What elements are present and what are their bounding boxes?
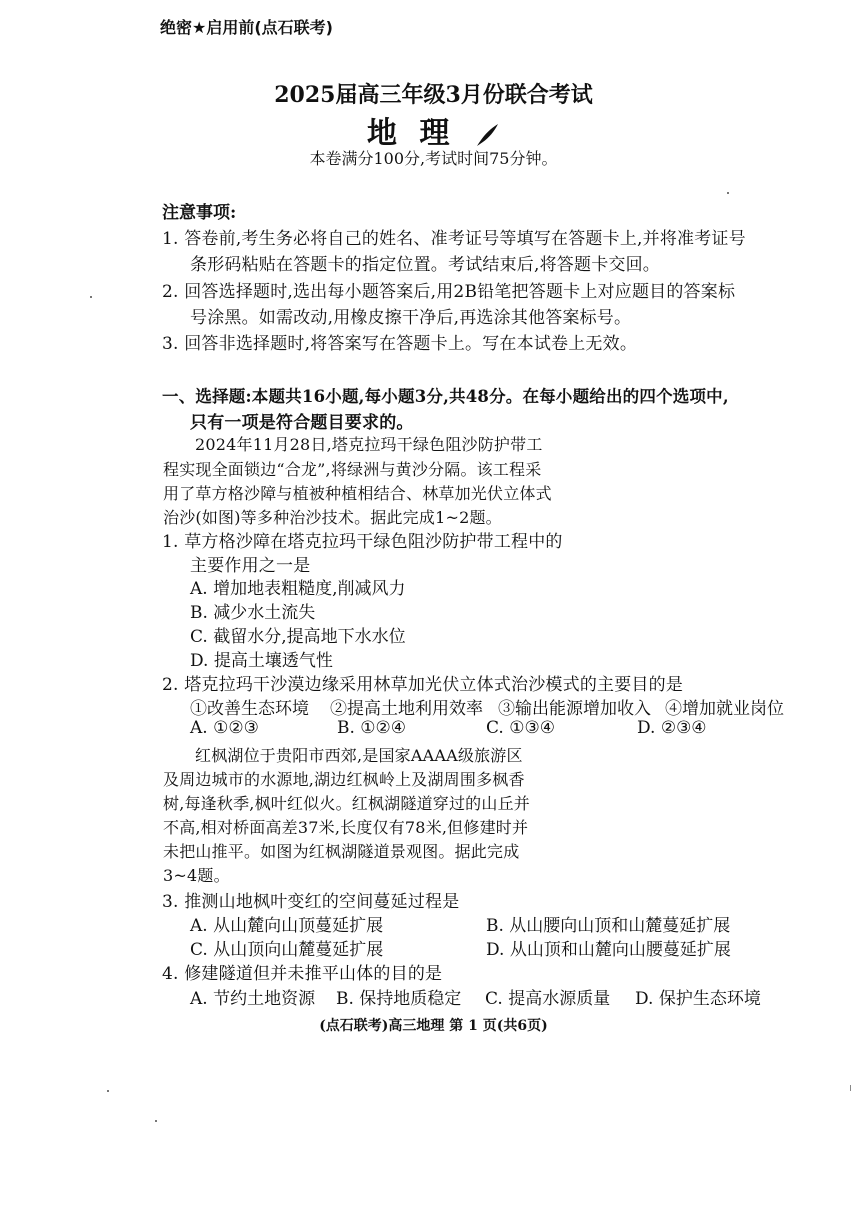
passage-line: 用了草方格沙障与植被种植相结合、林草加光伏立体式 (163, 484, 552, 503)
section-heading-cont: 只有一项是符合题目要求的。 (190, 413, 414, 433)
note-line: 条形码粘贴在答题卡的指定位置。考试结束后,将答题卡交回。 (190, 255, 661, 275)
question-3-option-d: D. 从山顶和山麓向山腰蔓延扩展 (486, 940, 731, 960)
quill-logo-icon (474, 122, 500, 148)
note-line: 2. 回答选择题时,选出每小题答案后,用2B铅笔把答题卡上对应题目的答案标 (162, 282, 736, 302)
question-2-item: ③输出能源增加收入 (498, 699, 651, 719)
question-2-option-a: A. ①②③ (190, 718, 259, 738)
question-3-option-c: C. 从山顶向山麓蔓延扩展 (190, 940, 384, 960)
question-4-option-b: B. 保持地质稳定 (336, 989, 462, 1009)
question-4-option-c: C. 提高水源质量 (485, 989, 611, 1009)
note-line: 1. 答卷前,考生务必将自己的姓名、准考证号等填写在答题卡上,并将准考证号 (162, 229, 746, 249)
notes-heading: 注意事项: (162, 203, 237, 223)
question-2-stem: 2. 塔克拉玛干沙漠边缘采用林草加光伏立体式治沙模式的主要目的是 (162, 675, 684, 695)
question-3-option-a: A. 从山麓向山顶蔓延扩展 (190, 916, 384, 936)
question-1-stem: 1. 草方格沙障在塔克拉玛干绿色阻沙防护带工程中的 (162, 532, 563, 552)
passage-line: 治沙(如图)等多种治沙技术。据此完成1~2题。 (163, 508, 502, 527)
scan-speck (107, 1090, 109, 1092)
question-1-option-c: C. 截留水分,提高地下水水位 (190, 627, 406, 647)
exam-title: 2025届高三年级3月份联合考试 (274, 82, 593, 108)
subject-title: 地 理 (367, 116, 456, 151)
scan-speck (850, 1085, 851, 1091)
question-2-option-b: B. ①②④ (337, 718, 407, 738)
passage-line: 程实现全面锁边“合龙”,将绿洲与黄沙分隔。该工程采 (163, 460, 542, 479)
passage-line: 未把山推平。如图为红枫湖隧道景观图。据此完成 (163, 842, 520, 861)
question-1-option-a: A. 增加地表粗糙度,削减风力 (190, 579, 406, 599)
passage-line: 3~4题。 (163, 866, 230, 885)
question-1-stem-cont: 主要作用之一是 (190, 556, 311, 576)
question-2-item: ②提高土地利用效率 (330, 699, 483, 719)
passage-line: 不高,相对桥面高差37米,长度仅有78米,但修建时并 (163, 818, 529, 837)
question-2-option-d: D. ②③④ (637, 718, 707, 738)
question-1-option-d: D. 提高土壤透气性 (190, 651, 333, 671)
question-2-item: ④增加就业岗位 (665, 699, 784, 719)
question-3-option-b: B. 从山腰向山顶和山麓蔓延扩展 (486, 916, 731, 936)
passage-line: 红枫湖位于贵阳市西郊,是国家AAAA级旅游区 (195, 746, 523, 765)
passage-line: 树,每逢秋季,枫叶红似火。红枫湖隧道穿过的山丘并 (163, 794, 530, 813)
scan-speck (155, 1120, 157, 1122)
question-4-option-d: D. 保护生态环境 (635, 989, 761, 1009)
note-line: 3. 回答非选择题时,将答案写在答题卡上。写在本试卷上无效。 (162, 334, 638, 354)
score-info: 本卷满分100分,考试时间75分钟。 (309, 149, 558, 168)
note-line: 号涂黑。如需改动,用橡皮擦干净后,再选涂其他答案标号。 (190, 308, 632, 328)
page-footer: (点石联考)高三地理 第 1 页(共6页) (319, 1018, 548, 1034)
passage-line: 2024年11月28日,塔克拉玛干绿色阻沙防护带工 (195, 435, 543, 454)
question-2-item: ①改善生态环境 (190, 699, 309, 719)
secret-label: 绝密★启用前(点石联考) (160, 18, 333, 37)
passage-line: 及周边城市的水源地,湖边红枫岭上及湖周围多枫香 (163, 770, 525, 789)
question-2-option-c: C. ①③④ (486, 718, 555, 738)
question-1-option-b: B. 减少水土流失 (190, 603, 316, 623)
question-4-stem: 4. 修建隧道但并未推平山体的目的是 (162, 964, 443, 984)
question-4-option-a: A. 节约土地资源 (190, 989, 316, 1009)
scan-speck (727, 192, 729, 194)
question-3-stem: 3. 推测山地枫叶变红的空间蔓延过程是 (162, 892, 460, 912)
scan-speck (90, 296, 92, 298)
section-heading: 一、选择题:本题共16小题,每小题3分,共48分。在每小题给出的四个选项中, (162, 387, 729, 406)
